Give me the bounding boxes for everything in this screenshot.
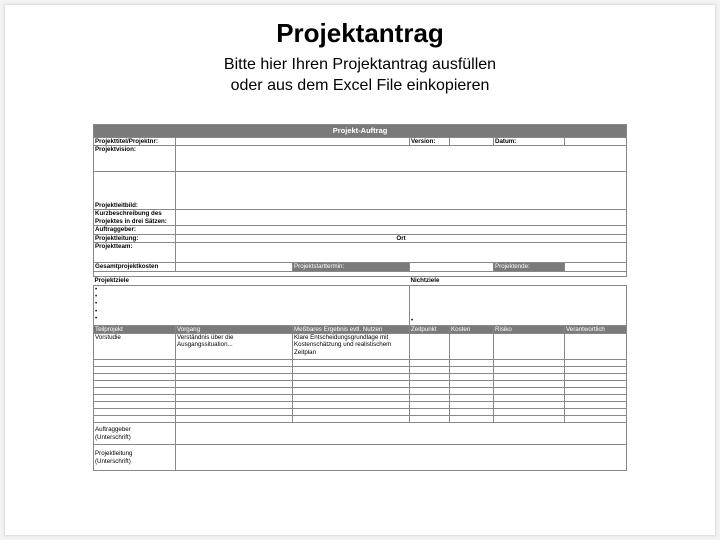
input-total-cost[interactable]: [176, 263, 293, 272]
table-row: [94, 367, 627, 374]
col-ergebnis: Meßbares Ergebnis evtl. Nutzen: [293, 325, 410, 333]
goal-bullet-3: •: [95, 300, 98, 308]
input-goals[interactable]: [94, 285, 410, 325]
cell-kosten[interactable]: [450, 334, 494, 360]
label-short-desc: [94, 210, 176, 226]
label-project-title: Projekttitel/Projektnr:: [94, 138, 176, 146]
cell-ergebnis[interactable]: [293, 334, 410, 360]
cell-zeitpunkt[interactable]: [410, 334, 450, 360]
row-team: [94, 243, 627, 263]
input-nongoals[interactable]: [410, 285, 627, 325]
col-verantwortlich: Verantwortlich: [565, 325, 627, 333]
page-title: Projektantrag: [276, 18, 444, 48]
input-short-desc[interactable]: [176, 210, 627, 226]
label-sign-client-line2: (Unterschrift): [95, 433, 131, 441]
label-short-desc-line1: Kurzbeschreibung des: [95, 210, 162, 218]
table-row: [94, 334, 627, 360]
label-version: Version:: [410, 138, 450, 146]
cell-vorgang-line2: Ausgangssituation...: [177, 341, 233, 349]
table-row: [94, 395, 627, 402]
row-leitbild: [94, 172, 627, 210]
cell-ergebnis-line2: Kostenschätzung und realistischem: [294, 341, 392, 349]
input-leitbild[interactable]: [176, 172, 627, 210]
cell-teilprojekt[interactable]: Vorstudie: [94, 334, 176, 360]
cell-ergebnis-line1: Klare Entscheidungsgrundlage mit: [294, 334, 389, 342]
table-row: [94, 416, 627, 423]
cell-risiko[interactable]: [494, 334, 565, 360]
label-sign-client: [94, 423, 176, 445]
nongoal-bullet-1: •: [411, 317, 414, 325]
label-end: Projektende:: [494, 263, 565, 272]
signature-client-field[interactable]: [176, 423, 627, 445]
form-header-row: [94, 125, 627, 138]
table-row: [94, 360, 627, 367]
input-start[interactable]: [410, 263, 494, 272]
subtitle-line-2: oder aus dem Excel File einkopieren: [230, 77, 490, 94]
table-row: [94, 381, 627, 388]
row-lead: [94, 234, 627, 242]
input-version[interactable]: [450, 138, 494, 146]
table-row: [94, 409, 627, 416]
label-sign-client-line1: Auftraggeber: [95, 426, 131, 434]
goal-bullet-4: •: [95, 307, 98, 315]
row-goals-header: [94, 277, 627, 285]
cell-ergebnis-line3: Zeitplan: [294, 348, 317, 356]
table-row: [94, 402, 627, 409]
input-vision[interactable]: [176, 146, 627, 172]
row-column-headers: [94, 325, 627, 333]
row-short-desc: [94, 210, 627, 226]
label-total-cost: Gesamtprojektkosten: [94, 263, 176, 272]
label-place: Ort: [176, 234, 627, 242]
cell-vorgang-line1: Verständnis über die: [177, 334, 234, 342]
table-row: [94, 374, 627, 381]
goal-bullet-2: •: [95, 293, 98, 301]
subtitle-line-1: Bitte hier Ihren Projektantrag ausfüllen: [223, 56, 497, 73]
row-goals: [94, 285, 627, 325]
goal-bullet-5: •: [95, 315, 98, 323]
signature-lead-field[interactable]: [176, 445, 627, 471]
label-short-desc-line2: Projektes in drei Sätzen:: [95, 217, 167, 225]
row-sign-lead: [94, 445, 627, 471]
row-cost: [94, 263, 627, 272]
label-sign-lead-line1: Projektleitung: [95, 450, 133, 458]
label-nongoals: Nichtziele: [410, 277, 440, 285]
label-date: Datum:: [494, 138, 565, 146]
label-lead: Projektleitung:: [94, 234, 176, 242]
col-risiko: Risiko: [494, 325, 565, 333]
col-kosten: Kosten: [450, 325, 494, 333]
col-vorgang: Vorgang: [176, 325, 293, 333]
row-title: [94, 138, 627, 146]
input-date[interactable]: [565, 138, 627, 146]
input-client[interactable]: [176, 226, 627, 234]
row-client: [94, 226, 627, 234]
label-sign-lead: [94, 445, 176, 471]
goal-bullet-1: •: [95, 285, 98, 293]
row-vision: [94, 146, 627, 172]
form-header: Projekt-Auftrag: [94, 125, 627, 138]
row-sign-client: [94, 423, 627, 445]
input-project-title[interactable]: [176, 138, 410, 146]
col-zeitpunkt: Zeitpunkt: [410, 325, 450, 333]
label-start: Projektstarttermin:: [293, 263, 410, 272]
cell-verantwortlich[interactable]: [565, 334, 627, 360]
cell-vorgang[interactable]: [176, 334, 293, 360]
input-end[interactable]: [565, 263, 627, 272]
input-team[interactable]: [176, 243, 627, 263]
label-leitbild: Projektleitbild:: [94, 172, 176, 210]
label-team: Projektteam:: [94, 243, 176, 263]
label-goals: Projektziele: [94, 277, 129, 285]
label-vision: Projektvision:: [94, 146, 176, 172]
project-form-table: [93, 124, 627, 471]
col-teilprojekt: Teilprojekt: [94, 325, 176, 333]
label-client: Auftraggeber:: [94, 226, 176, 234]
table-row: [94, 388, 627, 395]
label-sign-lead-line2: (Unterschrift): [95, 457, 131, 465]
